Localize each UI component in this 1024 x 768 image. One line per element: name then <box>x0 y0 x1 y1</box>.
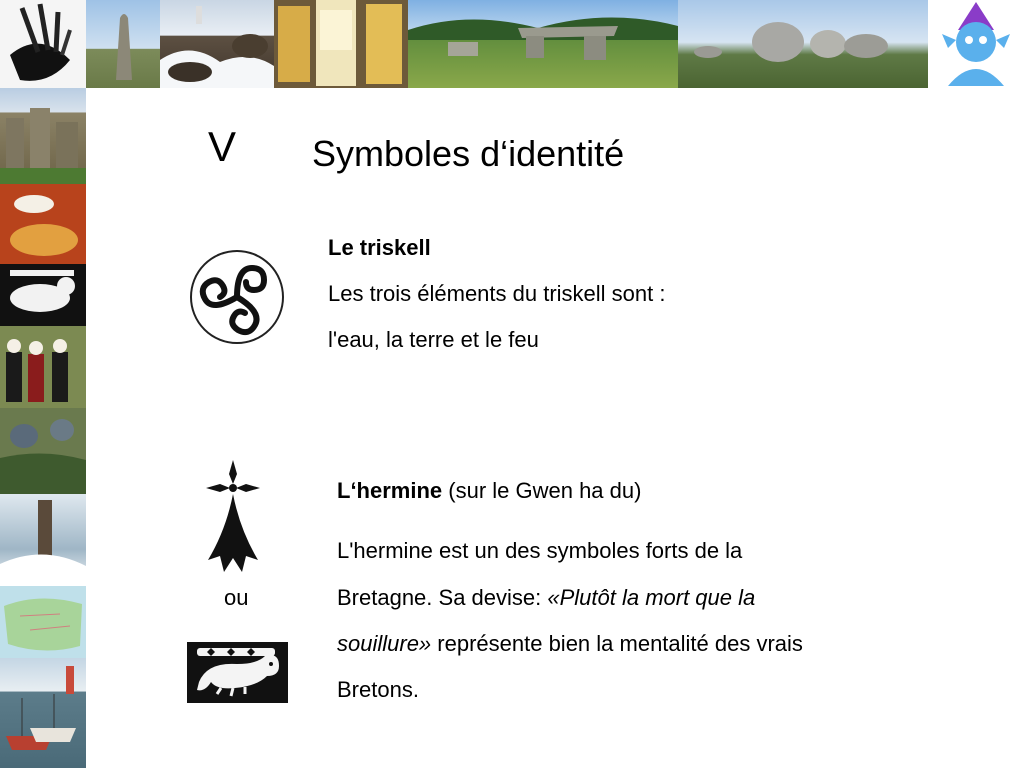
ermine-spot-icon <box>204 460 262 574</box>
hermine-line-3-text: représente bien la mentalité des vrais <box>431 631 803 656</box>
hermine-line-3 <box>337 633 803 655</box>
top-photo-strip <box>0 0 1024 88</box>
motto-part-2: souillure» <box>337 631 432 656</box>
triskell-line-1: Les trois éléments du triskell sont : <box>328 281 666 306</box>
hermine-line-2 <box>337 587 755 609</box>
hermine-line-4: Bretons. <box>337 677 419 702</box>
ermine-badge-photo <box>0 264 86 326</box>
hermine-heading-suffix: (sur le Gwen ha du) <box>442 478 642 503</box>
or-label: ou <box>224 585 249 610</box>
artichokes-photo <box>0 408 86 494</box>
castle-photo <box>0 88 86 184</box>
harbour-boats-photo <box>0 658 86 768</box>
dolmen-photo <box>408 0 678 88</box>
section-number: V <box>208 123 237 170</box>
brittany-map-image <box>0 586 86 658</box>
hermine-heading-line <box>337 480 641 502</box>
triskell-icon <box>188 248 286 346</box>
cider-photo <box>274 0 408 88</box>
bagpipe-photo <box>0 0 86 88</box>
hermine-line-1: L'hermine est un des symboles forts de la <box>337 538 743 563</box>
motto-part-1: «Plutôt la mort que la <box>547 585 756 610</box>
left-photo-strip <box>0 88 86 768</box>
menhir-photo <box>86 0 160 88</box>
crepes-cider-photo <box>0 184 86 264</box>
hermine-line-2-text: Bretagne. Sa devise: <box>337 585 548 610</box>
page-title: Symboles d‘identité <box>312 133 625 174</box>
traditional-costumes-photo <box>0 326 86 408</box>
ermine-badge-icon <box>187 642 288 703</box>
triskell-heading: Le triskell <box>328 235 431 260</box>
lighthouse-storm-photo <box>0 494 86 586</box>
hermine-heading: L‘hermine <box>337 478 443 503</box>
coast-lighthouse-photo <box>160 0 274 88</box>
granite-rocks-photo <box>678 0 928 88</box>
triskell-line-2: l'eau, la terre et le feu <box>328 327 539 352</box>
korrigan-mascot-image <box>928 0 1024 88</box>
